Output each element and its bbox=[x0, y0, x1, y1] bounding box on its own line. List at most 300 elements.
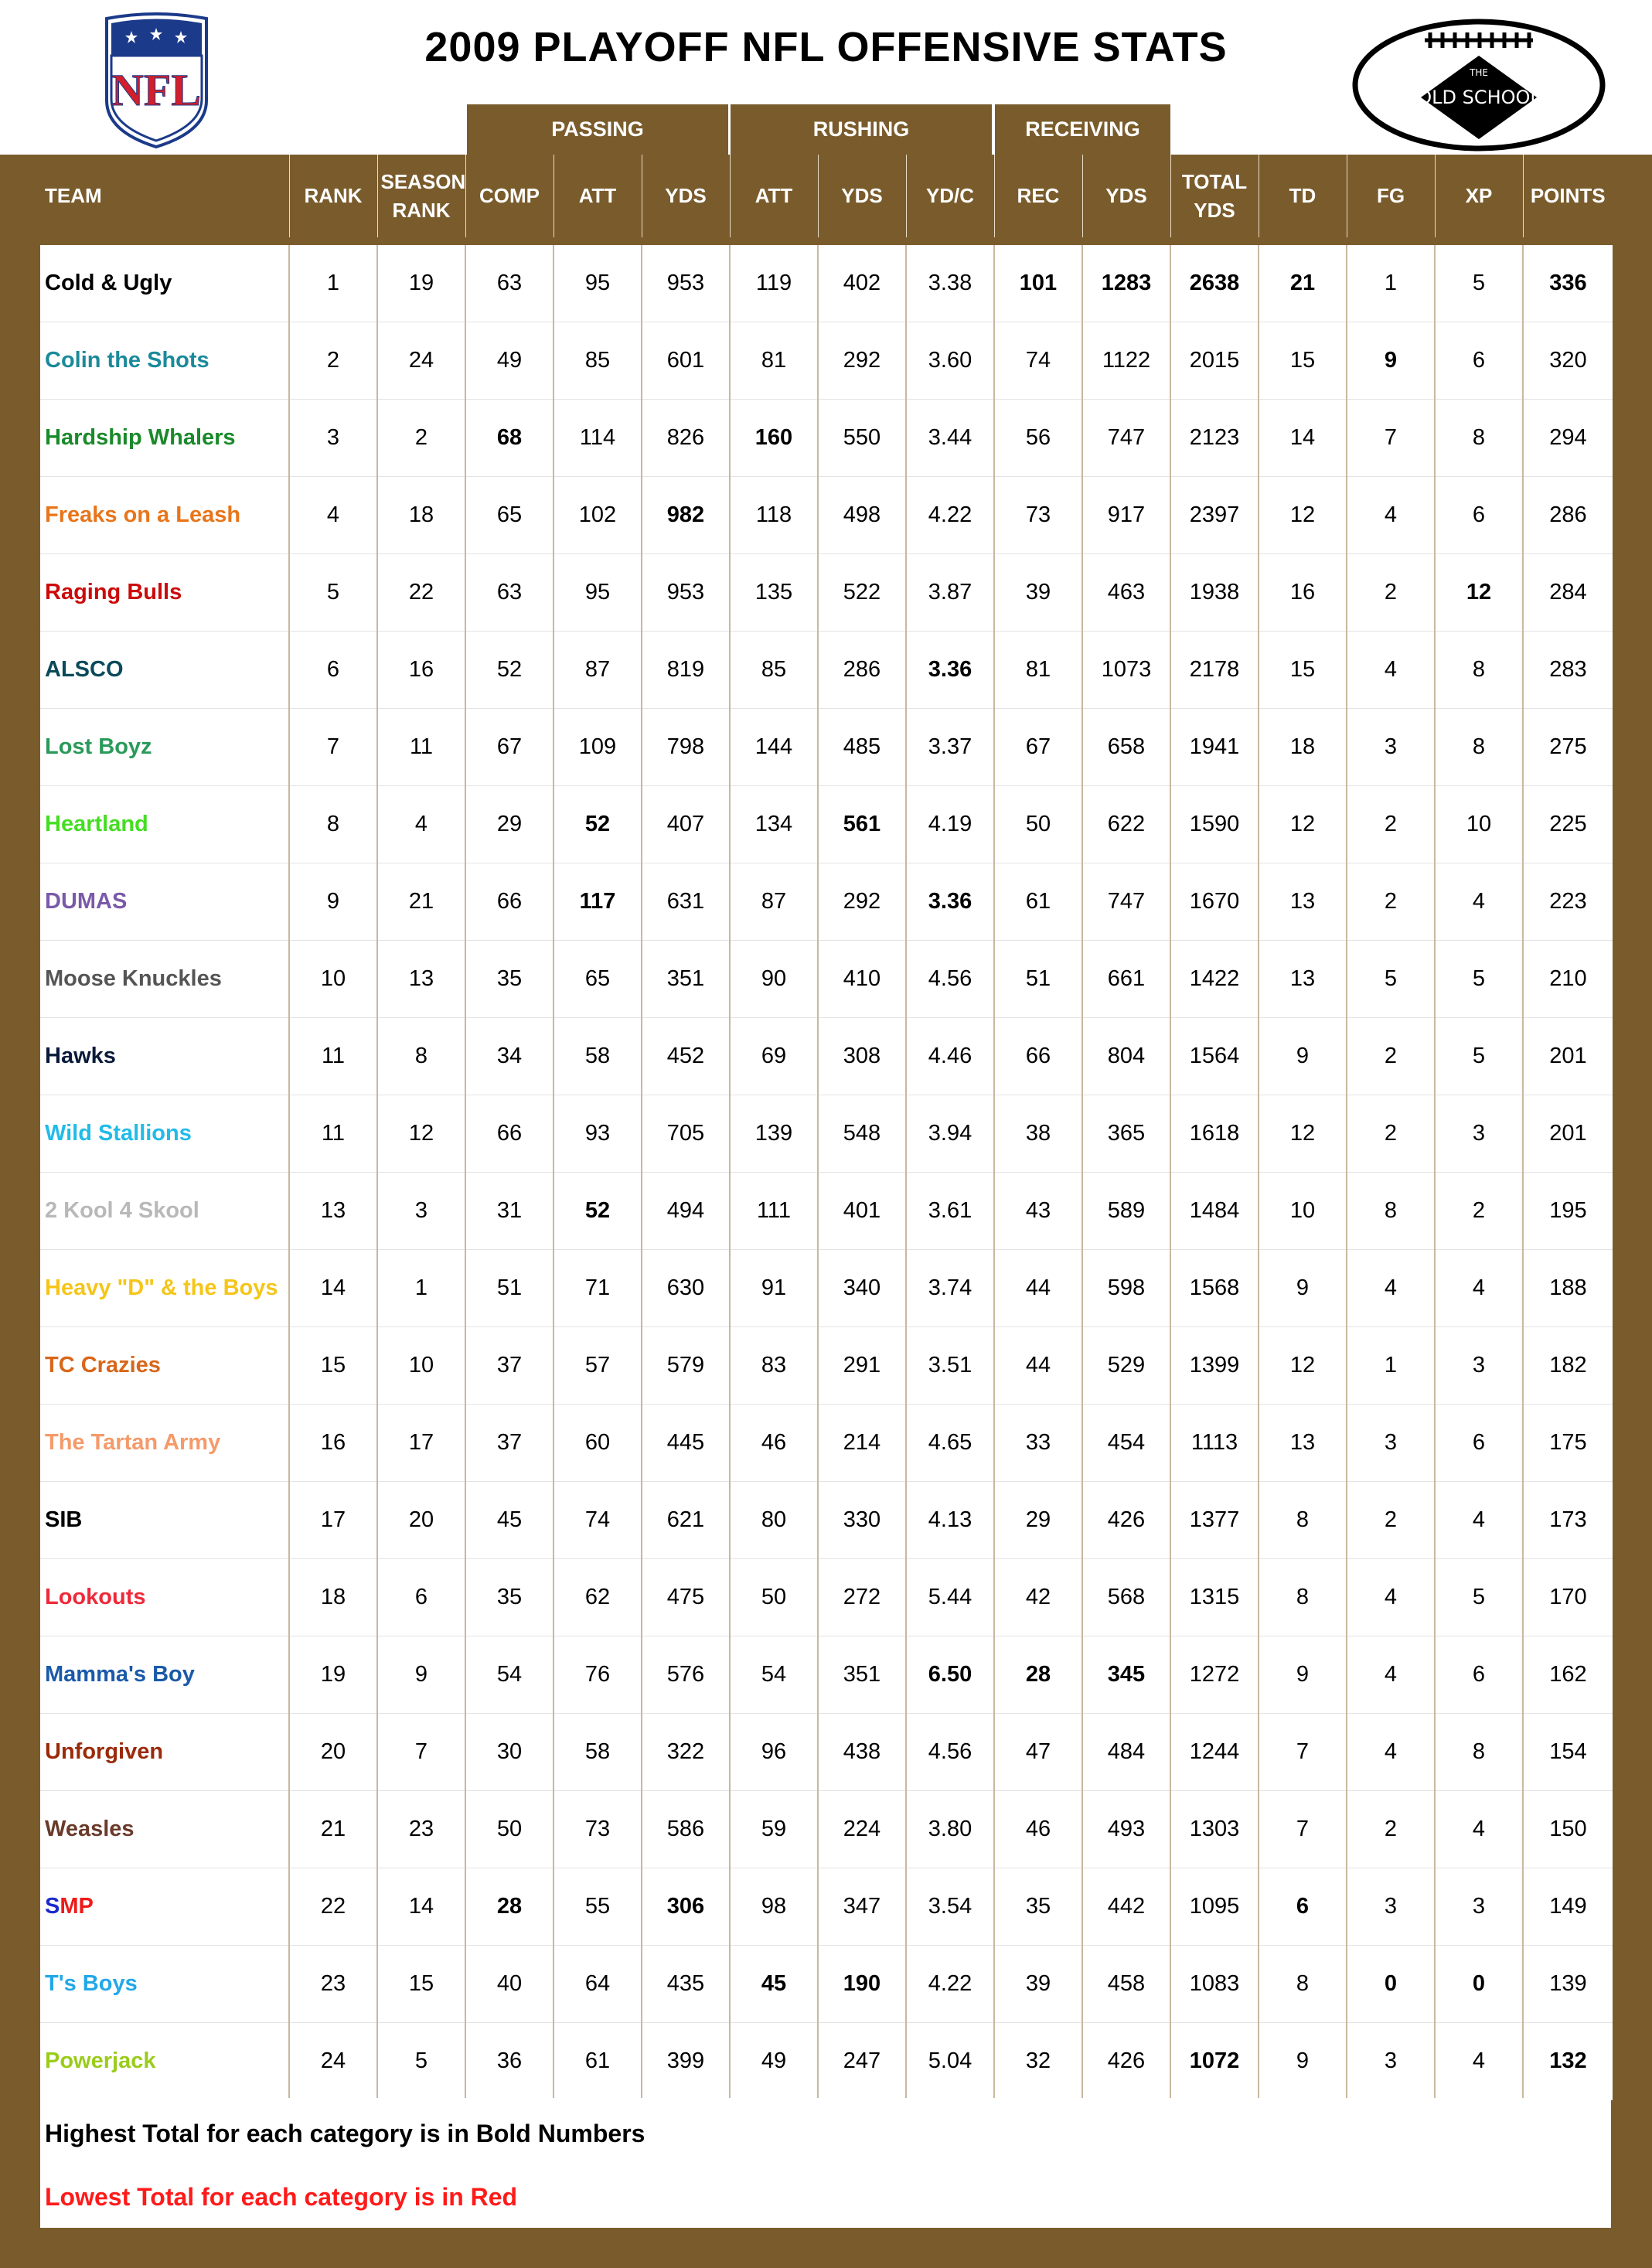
legend-box bbox=[40, 2098, 1611, 2228]
stat-cell: 3.51 bbox=[906, 1327, 994, 1405]
stat-cell: 292 bbox=[818, 322, 906, 400]
stat-cell: 5 bbox=[289, 554, 377, 632]
stat-cell: 149 bbox=[1523, 1868, 1613, 1946]
stat-cell: 6 bbox=[1435, 1636, 1523, 1714]
page-title: 2009 PLAYOFF NFL OFFENSIVE STATS bbox=[424, 24, 1228, 70]
stat-cell: 135 bbox=[730, 554, 818, 632]
stat-cell: 6 bbox=[1435, 1405, 1523, 1482]
stat-cell: 661 bbox=[1082, 941, 1170, 1018]
stat-cell: 5.04 bbox=[906, 2023, 994, 2100]
stat-cell: 1422 bbox=[1170, 941, 1259, 1018]
stat-cell: 2 bbox=[1347, 554, 1435, 632]
stat-cell: 42 bbox=[994, 1559, 1082, 1636]
stat-cell: 819 bbox=[642, 632, 730, 709]
stat-cell: 7 bbox=[377, 1714, 465, 1791]
stat-cell: 5 bbox=[1435, 1018, 1523, 1095]
stat-cell: 438 bbox=[818, 1714, 906, 1791]
table-row bbox=[40, 1868, 1613, 1946]
stat-cell: 50 bbox=[994, 786, 1082, 863]
col-header-td: TD bbox=[1259, 155, 1347, 241]
stat-cell: 275 bbox=[1523, 709, 1613, 786]
team-name: TC Crazies bbox=[40, 1327, 289, 1405]
stat-cell: 6.50 bbox=[906, 1636, 994, 1714]
stat-cell: 14 bbox=[1259, 400, 1347, 477]
table-body bbox=[40, 241, 1613, 2100]
stat-cell: 0 bbox=[1435, 1946, 1523, 2023]
team-name: Heavy "D" & the Boys bbox=[40, 1250, 289, 1327]
stat-cell: 454 bbox=[1082, 1405, 1170, 1482]
stat-cell: 658 bbox=[1082, 709, 1170, 786]
stat-cell: 2 bbox=[1347, 863, 1435, 941]
stat-cell: 291 bbox=[818, 1327, 906, 1405]
stat-cell: 3.54 bbox=[906, 1868, 994, 1946]
stat-cell: 11 bbox=[289, 1095, 377, 1173]
stat-cell: 586 bbox=[642, 1791, 730, 1868]
stat-cell: 953 bbox=[642, 241, 730, 322]
team-name-lead: S bbox=[45, 1894, 60, 1919]
stat-cell: 705 bbox=[642, 1095, 730, 1173]
team-name: Freaks on a Leash bbox=[40, 477, 289, 554]
stat-cell: 365 bbox=[1082, 1095, 1170, 1173]
stat-cell: 2123 bbox=[1170, 400, 1259, 477]
stat-cell: 57 bbox=[554, 1327, 642, 1405]
stat-cell: 15 bbox=[377, 1946, 465, 2023]
team-name: 2 Kool 4 Skool bbox=[40, 1173, 289, 1250]
table-row bbox=[40, 1791, 1613, 1868]
stat-cell: 1938 bbox=[1170, 554, 1259, 632]
stat-cell: 95 bbox=[554, 241, 642, 322]
stat-cell: 6 bbox=[1435, 322, 1523, 400]
stat-cell: 598 bbox=[1082, 1250, 1170, 1327]
stat-cell: 62 bbox=[554, 1559, 642, 1636]
stat-cell: 13 bbox=[1259, 941, 1347, 1018]
stat-cell: 67 bbox=[465, 709, 554, 786]
stat-cell: 9 bbox=[1259, 2023, 1347, 2100]
stat-cell: 139 bbox=[730, 1095, 818, 1173]
stat-cell: 90 bbox=[730, 941, 818, 1018]
table-row bbox=[40, 941, 1613, 1018]
stat-cell: 96 bbox=[730, 1714, 818, 1791]
stat-cell: 529 bbox=[1082, 1327, 1170, 1405]
stat-cell: 8 bbox=[1259, 1482, 1347, 1559]
stat-cell: 37 bbox=[465, 1327, 554, 1405]
stat-cell: 284 bbox=[1523, 554, 1613, 632]
table-row bbox=[40, 1559, 1613, 1636]
stat-cell: 24 bbox=[377, 322, 465, 400]
stat-cell: 4 bbox=[289, 477, 377, 554]
team-name: Hawks bbox=[40, 1018, 289, 1095]
stat-cell: 28 bbox=[994, 1636, 1082, 1714]
offensive-stats-table bbox=[40, 155, 1613, 2100]
stat-cell: 292 bbox=[818, 863, 906, 941]
stat-cell: 982 bbox=[642, 477, 730, 554]
stat-cell: 1283 bbox=[1082, 241, 1170, 322]
stat-cell: 631 bbox=[642, 863, 730, 941]
stat-cell: 7 bbox=[1259, 1714, 1347, 1791]
stat-cell: 3.60 bbox=[906, 322, 994, 400]
stat-cell: 621 bbox=[642, 1482, 730, 1559]
stat-cell: 1073 bbox=[1082, 632, 1170, 709]
legend-bold-note: Highest Total for each category is in Bold Numbers bbox=[45, 2120, 645, 2147]
team-name: Unforgiven bbox=[40, 1714, 289, 1791]
stat-cell: 247 bbox=[818, 2023, 906, 2100]
stat-cell: 426 bbox=[1082, 1482, 1170, 1559]
stat-cell: 3.74 bbox=[906, 1250, 994, 1327]
stat-cell: 12 bbox=[1435, 554, 1523, 632]
stat-cell: 5 bbox=[1347, 941, 1435, 1018]
stat-cell: 214 bbox=[818, 1405, 906, 1482]
stat-cell: 576 bbox=[642, 1636, 730, 1714]
table-row bbox=[40, 1095, 1613, 1173]
stat-cell: 2178 bbox=[1170, 632, 1259, 709]
stat-cell: 61 bbox=[994, 863, 1082, 941]
stat-cell: 6 bbox=[1435, 477, 1523, 554]
stat-cell: 111 bbox=[730, 1173, 818, 1250]
stat-cell: 2638 bbox=[1170, 241, 1259, 322]
stat-cell: 63 bbox=[465, 554, 554, 632]
stat-cell: 622 bbox=[1082, 786, 1170, 863]
stat-cell: 34 bbox=[465, 1018, 554, 1095]
stat-cell: 4 bbox=[1435, 2023, 1523, 2100]
stat-cell: 5 bbox=[1435, 1559, 1523, 1636]
stat-cell: 49 bbox=[730, 2023, 818, 2100]
stat-cell: 308 bbox=[818, 1018, 906, 1095]
stat-cell: 20 bbox=[289, 1714, 377, 1791]
stat-cell: 28 bbox=[465, 1868, 554, 1946]
stat-cell: 69 bbox=[730, 1018, 818, 1095]
stat-cell: 4 bbox=[1347, 632, 1435, 709]
stat-cell: 93 bbox=[554, 1095, 642, 1173]
stat-cell: 39 bbox=[994, 1946, 1082, 2023]
stat-cell: 630 bbox=[642, 1250, 730, 1327]
stat-cell: 3 bbox=[1347, 2023, 1435, 2100]
stat-cell: 3 bbox=[1435, 1327, 1523, 1405]
stat-cell: 484 bbox=[1082, 1714, 1170, 1791]
stat-cell: 826 bbox=[642, 400, 730, 477]
stat-cell: 85 bbox=[554, 322, 642, 400]
stat-cell: 401 bbox=[818, 1173, 906, 1250]
stat-cell: 1 bbox=[377, 1250, 465, 1327]
stat-cell: 132 bbox=[1523, 2023, 1613, 2100]
stat-cell: 12 bbox=[377, 1095, 465, 1173]
stat-cell: 8 bbox=[1435, 709, 1523, 786]
stat-cell: 1941 bbox=[1170, 709, 1259, 786]
stat-cell: 1670 bbox=[1170, 863, 1259, 941]
team-name bbox=[40, 1868, 289, 1946]
stat-cell: 2 bbox=[1435, 1173, 1523, 1250]
stat-cell: 13 bbox=[1259, 1405, 1347, 1482]
stat-cell: 30 bbox=[465, 1714, 554, 1791]
stat-cell: 3 bbox=[1347, 709, 1435, 786]
stat-cell: 798 bbox=[642, 709, 730, 786]
stat-cell: 50 bbox=[730, 1559, 818, 1636]
team-name: T's Boys bbox=[40, 1946, 289, 2023]
table-row bbox=[40, 1482, 1613, 1559]
stat-cell: 18 bbox=[377, 477, 465, 554]
stat-cell: 188 bbox=[1523, 1250, 1613, 1327]
stat-cell: 175 bbox=[1523, 1405, 1613, 1482]
stat-cell: 21 bbox=[289, 1791, 377, 1868]
stat-cell: 0 bbox=[1347, 1946, 1435, 2023]
team-name: Weasles bbox=[40, 1791, 289, 1868]
stat-cell: 10 bbox=[289, 941, 377, 1018]
stat-cell: 81 bbox=[730, 322, 818, 400]
stat-cell: 51 bbox=[465, 1250, 554, 1327]
stat-cell: 37 bbox=[465, 1405, 554, 1482]
stat-cell: 119 bbox=[730, 241, 818, 322]
stat-cell: 51 bbox=[994, 941, 1082, 1018]
stat-cell: 31 bbox=[465, 1173, 554, 1250]
stat-cell: 73 bbox=[554, 1791, 642, 1868]
stat-cell: 340 bbox=[818, 1250, 906, 1327]
stat-cell: 4.56 bbox=[906, 941, 994, 1018]
stat-cell: 68 bbox=[465, 400, 554, 477]
table-row bbox=[40, 400, 1613, 477]
stat-cell: 58 bbox=[554, 1018, 642, 1095]
stat-cell: 8 bbox=[1435, 632, 1523, 709]
stat-cell: 39 bbox=[994, 554, 1082, 632]
team-name: DUMAS bbox=[40, 863, 289, 941]
stat-cell: 3.38 bbox=[906, 241, 994, 322]
stat-cell: 1315 bbox=[1170, 1559, 1259, 1636]
stat-cell: 182 bbox=[1523, 1327, 1613, 1405]
stat-cell: 71 bbox=[554, 1250, 642, 1327]
stat-cell: 23 bbox=[289, 1946, 377, 2023]
stat-cell: 91 bbox=[730, 1250, 818, 1327]
stat-cell: 64 bbox=[554, 1946, 642, 2023]
stat-cell: 46 bbox=[994, 1791, 1082, 1868]
stat-cell: 81 bbox=[994, 632, 1082, 709]
stat-cell: 154 bbox=[1523, 1714, 1613, 1791]
stat-cell: 4 bbox=[377, 786, 465, 863]
stat-cell: 22 bbox=[377, 554, 465, 632]
stat-cell: 8 bbox=[1259, 1559, 1347, 1636]
stat-cell: 8 bbox=[1435, 400, 1523, 477]
stat-cell: 12 bbox=[1259, 1095, 1347, 1173]
team-name: Powerjack bbox=[40, 2023, 289, 2100]
stat-cell: 3.87 bbox=[906, 554, 994, 632]
table-row bbox=[40, 241, 1613, 322]
stat-cell: 1095 bbox=[1170, 1868, 1259, 1946]
stat-cell: 44 bbox=[994, 1250, 1082, 1327]
stat-cell: 4 bbox=[1347, 477, 1435, 554]
stat-cell: 351 bbox=[642, 941, 730, 1018]
stat-cell: 2 bbox=[1347, 1095, 1435, 1173]
table-row bbox=[40, 1405, 1613, 1482]
stat-cell: 54 bbox=[465, 1636, 554, 1714]
stat-cell: 5.44 bbox=[906, 1559, 994, 1636]
stat-cell: 6 bbox=[1259, 1868, 1347, 1946]
stat-cell: 17 bbox=[289, 1482, 377, 1559]
stat-cell: 29 bbox=[994, 1482, 1082, 1559]
stat-cell: 43 bbox=[994, 1173, 1082, 1250]
table-row bbox=[40, 1946, 1613, 2023]
stat-cell: 747 bbox=[1082, 863, 1170, 941]
table-header-row bbox=[40, 155, 1613, 241]
stat-cell: 58 bbox=[554, 1714, 642, 1791]
stat-cell: 210 bbox=[1523, 941, 1613, 1018]
stat-cell: 589 bbox=[1082, 1173, 1170, 1250]
stat-cell: 80 bbox=[730, 1482, 818, 1559]
old-school-top-text: THE bbox=[1470, 67, 1488, 78]
stat-cell: 19 bbox=[377, 241, 465, 322]
stat-cell: 10 bbox=[1259, 1173, 1347, 1250]
table-row bbox=[40, 1327, 1613, 1405]
stat-cell: 2 bbox=[1347, 1482, 1435, 1559]
stat-cell: 66 bbox=[465, 1095, 554, 1173]
group-header-passing: PASSING bbox=[467, 104, 728, 155]
stat-cell: 4 bbox=[1347, 1559, 1435, 1636]
table-row bbox=[40, 1018, 1613, 1095]
stat-cell: 1590 bbox=[1170, 786, 1259, 863]
col-header-pass-att: ATT bbox=[554, 155, 642, 241]
stat-cell: 65 bbox=[465, 477, 554, 554]
stat-cell: 4 bbox=[1435, 1482, 1523, 1559]
stat-cell: 11 bbox=[377, 709, 465, 786]
stat-cell: 9 bbox=[289, 863, 377, 941]
stat-cell: 162 bbox=[1523, 1636, 1613, 1714]
stat-cell: 19 bbox=[289, 1636, 377, 1714]
stat-cell: 114 bbox=[554, 400, 642, 477]
stat-cell: 10 bbox=[1435, 786, 1523, 863]
stat-cell: 3.36 bbox=[906, 863, 994, 941]
stat-cell: 3.80 bbox=[906, 1791, 994, 1868]
stat-cell: 1 bbox=[289, 241, 377, 322]
stat-cell: 306 bbox=[642, 1868, 730, 1946]
stat-cell: 12 bbox=[1259, 786, 1347, 863]
stat-cell: 225 bbox=[1523, 786, 1613, 863]
stat-cell: 7 bbox=[1259, 1791, 1347, 1868]
stat-cell: 579 bbox=[642, 1327, 730, 1405]
stat-cell: 46 bbox=[730, 1405, 818, 1482]
stat-cell: 14 bbox=[289, 1250, 377, 1327]
stat-cell: 4.65 bbox=[906, 1405, 994, 1482]
stat-cell: 134 bbox=[730, 786, 818, 863]
stat-cell: 4.46 bbox=[906, 1018, 994, 1095]
stat-cell: 3.44 bbox=[906, 400, 994, 477]
stat-cell: 59 bbox=[730, 1791, 818, 1868]
stat-cell: 13 bbox=[1259, 863, 1347, 941]
team-name: Lost Boyz bbox=[40, 709, 289, 786]
stat-cell: 6 bbox=[289, 632, 377, 709]
stat-cell: 2015 bbox=[1170, 322, 1259, 400]
table-row bbox=[40, 709, 1613, 786]
stat-cell: 144 bbox=[730, 709, 818, 786]
table-row bbox=[40, 863, 1613, 941]
stat-cell: 402 bbox=[818, 241, 906, 322]
stat-cell: 1377 bbox=[1170, 1482, 1259, 1559]
stat-cell: 347 bbox=[818, 1868, 906, 1946]
stat-cell: 9 bbox=[1259, 1250, 1347, 1327]
stat-cell: 336 bbox=[1523, 241, 1613, 322]
stat-cell: 283 bbox=[1523, 632, 1613, 709]
stat-cell: 494 bbox=[642, 1173, 730, 1250]
stat-cell: 953 bbox=[642, 554, 730, 632]
stat-cell: 4.56 bbox=[906, 1714, 994, 1791]
stat-cell: 3.37 bbox=[906, 709, 994, 786]
team-name: Heartland bbox=[40, 786, 289, 863]
stat-cell: 98 bbox=[730, 1868, 818, 1946]
stat-cell: 15 bbox=[289, 1327, 377, 1405]
stat-cell: 170 bbox=[1523, 1559, 1613, 1636]
stat-cell: 493 bbox=[1082, 1791, 1170, 1868]
stat-cell: 1083 bbox=[1170, 1946, 1259, 2023]
stat-cell: 1 bbox=[1347, 1327, 1435, 1405]
stat-cell: 8 bbox=[1347, 1173, 1435, 1250]
stat-cell: 109 bbox=[554, 709, 642, 786]
stat-cell: 52 bbox=[554, 1173, 642, 1250]
stat-cell: 294 bbox=[1523, 400, 1613, 477]
stat-cell: 4 bbox=[1347, 1636, 1435, 1714]
col-header-rush-yds: YDS bbox=[818, 155, 906, 241]
stat-cell: 16 bbox=[289, 1405, 377, 1482]
stat-cell: 4 bbox=[1347, 1714, 1435, 1791]
col-header-season-rank: SEASON RANK bbox=[377, 155, 465, 241]
stat-cell: 33 bbox=[994, 1405, 1082, 1482]
old-school-logo bbox=[1351, 11, 1606, 152]
stat-cell: 35 bbox=[994, 1868, 1082, 1946]
stat-cell: 55 bbox=[554, 1868, 642, 1946]
stat-cell: 190 bbox=[818, 1946, 906, 2023]
table-row bbox=[40, 1636, 1613, 1714]
stat-cell: 3.36 bbox=[906, 632, 994, 709]
stat-cell: 7 bbox=[289, 709, 377, 786]
stat-cell: 550 bbox=[818, 400, 906, 477]
team-name: Mamma's Boy bbox=[40, 1636, 289, 1714]
stat-cell: 102 bbox=[554, 477, 642, 554]
stat-cell: 452 bbox=[642, 1018, 730, 1095]
stat-cell: 20 bbox=[377, 1482, 465, 1559]
stat-cell: 407 bbox=[642, 786, 730, 863]
stat-cell: 87 bbox=[730, 863, 818, 941]
stat-cell: 13 bbox=[377, 941, 465, 1018]
stat-cell: 63 bbox=[465, 241, 554, 322]
stat-cell: 1484 bbox=[1170, 1173, 1259, 1250]
col-header-rec-yds: YDS bbox=[1082, 155, 1170, 241]
stat-cell: 4.19 bbox=[906, 786, 994, 863]
stat-cell: 60 bbox=[554, 1405, 642, 1482]
table-row bbox=[40, 1714, 1613, 1791]
stat-cell: 49 bbox=[465, 322, 554, 400]
stat-cell: 485 bbox=[818, 709, 906, 786]
col-header-team: TEAM bbox=[40, 155, 289, 241]
stat-cell: 4.13 bbox=[906, 1482, 994, 1559]
stat-cell: 35 bbox=[465, 1559, 554, 1636]
team-name: Moose Knuckles bbox=[40, 941, 289, 1018]
stat-cell: 67 bbox=[994, 709, 1082, 786]
stat-cell: 4 bbox=[1435, 1791, 1523, 1868]
stat-cell: 345 bbox=[1082, 1636, 1170, 1714]
stat-cell: 2 bbox=[1347, 786, 1435, 863]
nfl-shield-logo bbox=[100, 8, 213, 148]
stat-cell: 4.22 bbox=[906, 1946, 994, 2023]
stat-cell: 12 bbox=[1259, 1327, 1347, 1405]
stat-cell: 150 bbox=[1523, 1791, 1613, 1868]
col-header-pass-yds: YDS bbox=[642, 155, 730, 241]
group-header-rushing: RUSHING bbox=[731, 104, 992, 155]
stat-cell: 21 bbox=[1259, 241, 1347, 322]
stat-cell: 201 bbox=[1523, 1095, 1613, 1173]
stat-cell: 1 bbox=[1347, 241, 1435, 322]
stat-cell: 9 bbox=[377, 1636, 465, 1714]
team-name: Wild Stallions bbox=[40, 1095, 289, 1173]
stat-cell: 56 bbox=[994, 400, 1082, 477]
stat-cell: 435 bbox=[642, 1946, 730, 2023]
stat-cell: 804 bbox=[1082, 1018, 1170, 1095]
stat-cell: 224 bbox=[818, 1791, 906, 1868]
stat-cell: 29 bbox=[465, 786, 554, 863]
stat-cell: 399 bbox=[642, 2023, 730, 2100]
